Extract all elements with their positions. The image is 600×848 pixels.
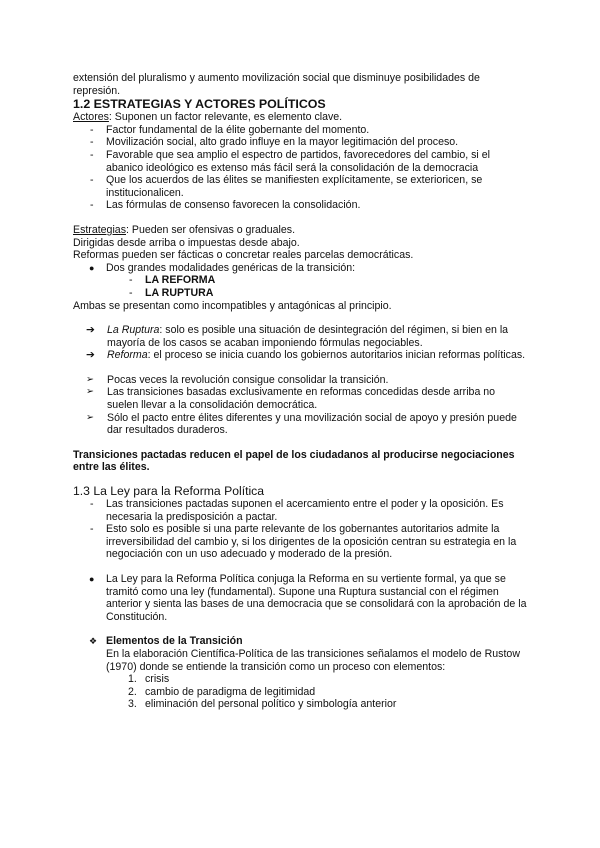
estrategias-label: Estrategias <box>73 223 126 236</box>
intro-paragraph: extensión del pluralismo y aumento movilización social que disminuye posibilidades de represión. <box>73 72 480 97</box>
list-item: 3. eliminación del personal político y simbología anterior <box>128 698 397 711</box>
ruptura-reforma-list <box>73 324 528 362</box>
section-heading-1-2: 1.2 ESTRATEGIAS Y ACTORES POLÍTICOS <box>73 97 326 112</box>
list-item: - LA REFORMA <box>129 274 216 287</box>
ley-list <box>73 573 528 623</box>
list-item: - LA RUPTURA <box>129 286 214 299</box>
list-item: ➢ Sólo el pacto entre élites diferentes y una movilización social de apoyo y presión puede dar resultados duraderos. <box>86 411 517 437</box>
actores-line <box>73 111 528 124</box>
list-item: 2. cambio de paradigma de legitimidad <box>128 685 316 698</box>
arrowhead-icon: ➢ <box>86 411 94 423</box>
ambas-line: Ambas se presentan como incompatibles y antagónicas al principio. <box>73 299 392 312</box>
bold-conclusion: Transiciones pactadas reducen el papel de los ciudadanos al producirse negociaciones entre las élites. <box>73 448 515 474</box>
elementos-text: En la elaboración Científica-Política de las transiciones señalamos el modelo de Rustow (1970) donde se entiende la transición como un proceso con elementos: <box>106 647 520 673</box>
bullet-icon: ● <box>89 574 95 584</box>
modalidades-list <box>73 262 528 275</box>
reformas-line: Reformas pueden ser fácticas o concretar reales parcelas democráticas. <box>73 249 414 262</box>
estrategias-line <box>73 224 528 237</box>
conclusiones-list <box>73 374 528 437</box>
list-item: - Movilización social, alto grado influye en la mayor legitimación del proceso. <box>90 136 459 149</box>
arrowhead-icon: ➢ <box>86 386 94 398</box>
list-item: ➔ La Ruptura: solo es posible una situación de desintegración del régimen, si bien en la mayoría de los casos se acaban imponiendo fórmulas negociables. <box>86 324 509 349</box>
dirigidas-line: Dirigidas desde arriba o impuestas desde abajo. <box>73 236 300 249</box>
list-item: ➢ Las transiciones basadas exclusivamente en reformas concedidas desde arriba no suelen llevar a la consolidación democrática. <box>86 386 496 412</box>
elementos-title: Elementos de la Transición <box>106 635 243 648</box>
estrategias-text: : Pueden ser ofensivas o graduales. <box>126 223 296 236</box>
elementos-list <box>73 635 528 673</box>
document-page <box>73 72 528 711</box>
modalidad-sublist <box>73 274 528 299</box>
actores-text: : Suponen un factor relevante, es elemento clave. <box>108 111 343 124</box>
arrow-right-icon: ➔ <box>86 324 95 337</box>
list-item: - Factor fundamental de la élite gobernante del momento. <box>90 123 370 136</box>
list-item: 1. crisis <box>128 673 170 686</box>
list-item: ➔ Reforma: el proceso se inicia cuando los gobiernos autoritarios inician reformas políticas. <box>86 349 526 362</box>
list-item <box>73 635 528 673</box>
list-item: ● La Ley para la Reforma Política conjuga la Reforma en su vertiente formal, ya que se tramitó como una ley (fundamental). Supone una Ruptura sustancial con el régimen anterior y sienta las bases de una democracia que se consolidará con la aprobación de la Constitución. <box>89 573 527 623</box>
list-item: - Las transiciones pactadas suponen el acercamiento entre el poder y la oposición. Es necesaria la predisposición a pactar. <box>90 498 504 523</box>
actores-list <box>73 124 528 212</box>
bullet-icon: ● <box>89 262 95 273</box>
arrow-right-icon: ➔ <box>86 349 95 362</box>
list-item: - Favorable que sea amplio el espectro de partidos, favorecedores del cambio, si el abanico ideológico es extenso más fácil será la consolidación de la democracia <box>90 148 490 174</box>
list-item: - Que los acuerdos de las élites se manifiesten explícitamente, se exterioricen, se institucionalicen. <box>90 174 483 199</box>
section-heading-1-3: 1.3 La Ley para la Reforma Política <box>73 484 265 499</box>
diamond-bullet-icon: ❖ <box>89 636 98 647</box>
list-item: ● Dos grandes modalidades genéricas de la transición: <box>89 261 356 274</box>
list-item: ➢ Pocas veces la revolución consigue consolidar la transición. <box>86 373 389 386</box>
actores-label: Actores <box>73 111 109 124</box>
transiciones-list <box>73 498 528 561</box>
list-item: - Esto solo es posible si una parte relevante de los gobernantes autoritarios admite la irreversibilidad del cambio y, si los dirigentes de la oposición centran su estrategia en la negociación con un uso adecuado y moderado de la presión. <box>90 523 517 561</box>
list-item: - Las fórmulas de consenso favorecen la consolidación. <box>90 199 361 212</box>
elementos-numbered-list <box>73 673 528 711</box>
arrowhead-icon: ➢ <box>86 373 94 385</box>
